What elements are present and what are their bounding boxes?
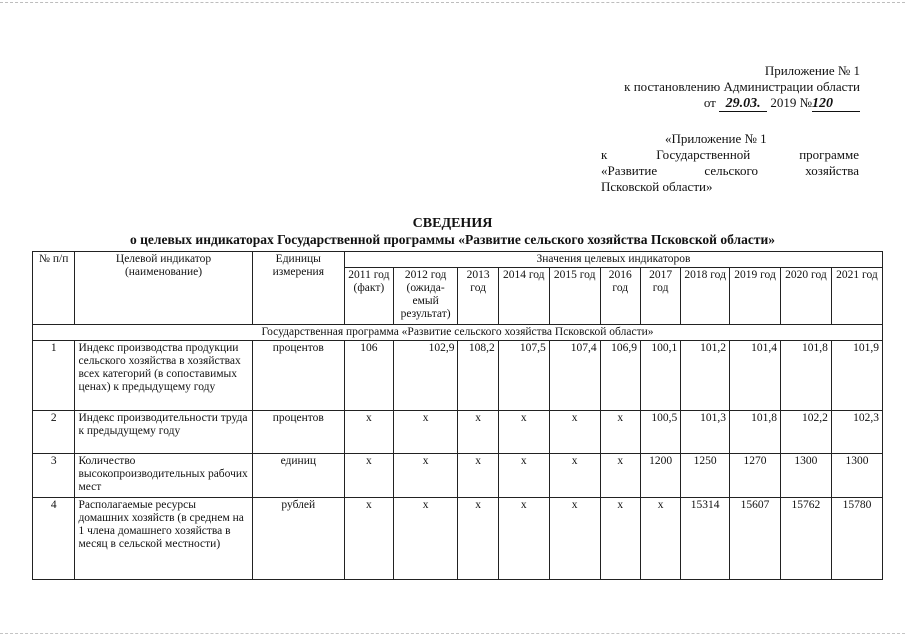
appendix-line1: Приложение № 1 [764,63,860,78]
value-cell: 1250 [681,454,730,498]
appendix-program-line3 [601,163,859,179]
value-cell: х [458,411,498,454]
value-cell: х [344,411,393,454]
value-cell: х [344,498,393,580]
year-header: 2012 год (ожида-емый результат) [393,268,458,325]
value-cell: 102,9 [393,341,458,411]
value-cell: 15314 [681,498,730,580]
value-cell: 101,2 [681,341,730,411]
indicator-unit: процентов [252,341,344,411]
year-header: 2017 год [640,268,680,325]
word: программе [799,147,859,162]
year-header: 2014 год [498,268,549,325]
year-header: 2013 год [458,268,498,325]
col-units-header: Единицы измерения [252,252,344,325]
scan-edge-bottom [0,633,905,634]
col-indicator-header: Целевой индикатор (наименование) [75,252,252,325]
program-title-cell: Государственная программа «Развитие сельского хозяйства Псковской области» [33,325,883,341]
year-header: 2011 год (факт) [344,268,393,325]
value-cell: 107,4 [549,341,600,411]
value-cell: 101,8 [780,341,831,411]
indicators-table [32,251,883,580]
value-cell: 102,3 [831,411,882,454]
value-cell: 107,5 [498,341,549,411]
value-cell: 100,1 [640,341,680,411]
year-header: 2021 год [831,268,882,325]
scan-edge-top [0,2,905,3]
indicator-name: Располагаемые ресурсы домашних хозяйств (в среднем на 1 члена домашнего хозяйства в месяц в сельской местности) [75,498,252,580]
value-cell: 108,2 [458,341,498,411]
word: «Развитие [601,163,658,178]
appendix-date-line [560,95,860,112]
col-number-header: № п/п [33,252,75,325]
value-cell: х [600,498,640,580]
value-cell: х [640,498,680,580]
appendix-year-text: 2019 № [770,95,812,110]
value-cell: х [458,454,498,498]
row-number: 1 [33,341,75,411]
value-cell: х [393,411,458,454]
document-subtitle: о целевых индикаторах Государственной программы «Развитие сельского хозяйства Псковской области» [130,232,775,247]
value-cell: 106,9 [600,341,640,411]
year-header: 2018 год [681,268,730,325]
value-cell: 102,2 [780,411,831,454]
year-header: 2019 год [730,268,781,325]
value-cell: х [393,454,458,498]
indicator-unit: единиц [252,454,344,498]
value-cell: х [344,454,393,498]
value-cell: 1200 [640,454,680,498]
table-row [33,341,883,411]
appendix-from-label: от [703,95,716,110]
value-cell: 1300 [831,454,882,498]
value-cell: х [600,411,640,454]
value-cell: 1300 [780,454,831,498]
appendix-program-line4: Псковской области» [601,179,713,194]
value-cell: 101,3 [681,411,730,454]
year-header: 2020 год [780,268,831,325]
appendix-program-block [601,131,859,195]
col-values-header: Значения целевых индикаторов [344,252,882,268]
value-cell: х [600,454,640,498]
value-cell: х [458,498,498,580]
value-cell: х [498,498,549,580]
word: хозяйства [805,163,859,178]
appendix-line2: к постановлению Администрации области [624,79,860,94]
value-cell: 15780 [831,498,882,580]
indicator-name: Индекс производства продукции сельского хозяйства в хозяйствах всех категорий (в сопоставимых ценах) к предыдущему году [75,341,252,411]
handwritten-number: 120 [812,97,860,112]
value-cell: 15762 [780,498,831,580]
value-cell: х [549,498,600,580]
document-title: СВЕДЕНИЯ [412,216,493,231]
header-row [33,252,883,268]
year-header: 2015 год [549,268,600,325]
value-cell: х [549,454,600,498]
value-cell: 1270 [730,454,781,498]
row-number: 4 [33,498,75,580]
handwritten-date: 29.03. [719,97,767,112]
indicator-unit: рублей [252,498,344,580]
row-number: 3 [33,454,75,498]
value-cell: 101,4 [730,341,781,411]
table-row [33,411,883,454]
value-cell: х [498,411,549,454]
value-cell: х [549,411,600,454]
year-header: 2016 год [600,268,640,325]
program-row [33,325,883,341]
row-number: 2 [33,411,75,454]
value-cell: 101,8 [730,411,781,454]
appendix-program-line1: «Приложение № 1 [665,131,767,146]
value-cell: 106 [344,341,393,411]
indicator-unit: процентов [252,411,344,454]
appendix-header [560,63,860,112]
value-cell: х [498,454,549,498]
value-cell: х [393,498,458,580]
appendix-program-line2 [601,147,859,163]
table-row [33,454,883,498]
indicator-name: Количество высокопроизводительных рабочих мест [75,454,252,498]
value-cell: 15607 [730,498,781,580]
word: сельского [704,163,758,178]
value-cell: 100,5 [640,411,680,454]
word: к [601,147,608,162]
table-row [33,498,883,580]
indicator-name: Индекс производительности труда к предыдущему году [75,411,252,454]
word: Государственной [656,147,751,162]
value-cell: 101,9 [831,341,882,411]
